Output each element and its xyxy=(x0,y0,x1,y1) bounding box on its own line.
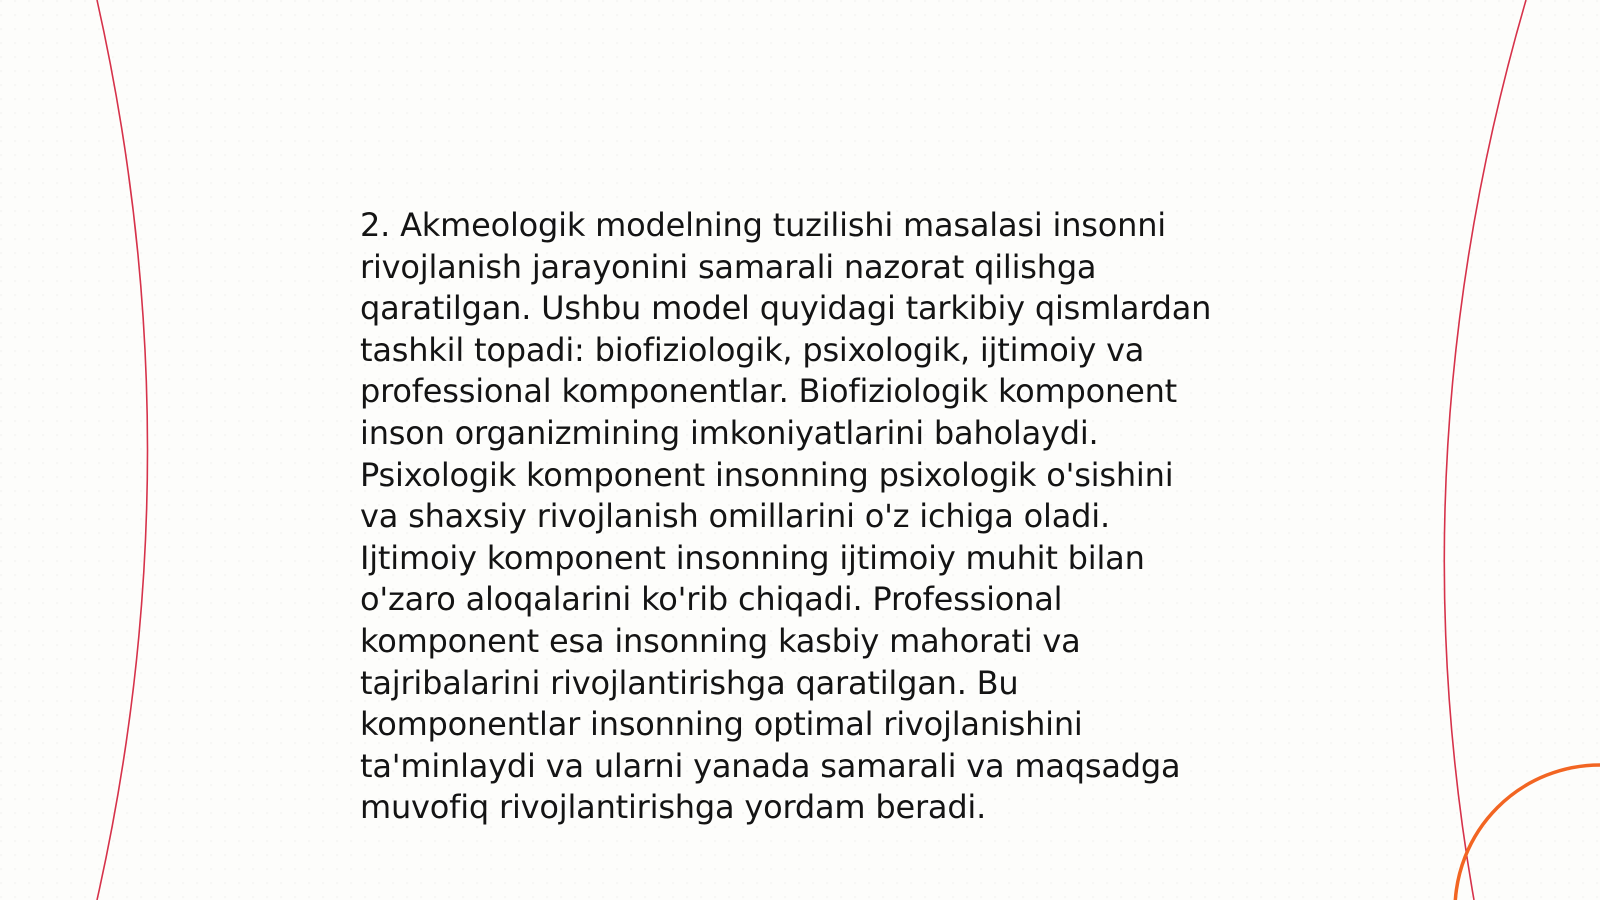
orange-decorative-circle xyxy=(1455,765,1600,900)
slide-body-text: 2. Akmeologik modelning tuzilishi masalasi insonni rivojlanish jarayonini samarali nazorat qilishga qaratilgan. Ushbu model quyidagi tarkibiy qismlardan tashkil topadi: biofiziologik, psixologik, ijtimoiy va professional komponentlar. Biofiziologik komponent inson organizmining imkoniyatlarini baholaydi. Psixologik komponent insonning psixologik o'sishini va shaxsiy rivojlanish omillarini o'z ichiga oladi. Ijtimoiy komponent insonning ijtimoiy muhit bilan o'zaro aloqalarini ko'rib chiqadi. Professional komponent esa insonning kasbiy mahorati va tajribalarini rivojlantirishga qaratilgan. Bu komponentlar insonning optimal rivojlanishini ta'minlaydi va ularni yanada samarali va maqsadga muvofiq rivojlantirishga yordam beradi. xyxy=(360,206,1212,827)
left-decorative-curve xyxy=(97,0,148,900)
right-decorative-curve xyxy=(1444,0,1526,900)
